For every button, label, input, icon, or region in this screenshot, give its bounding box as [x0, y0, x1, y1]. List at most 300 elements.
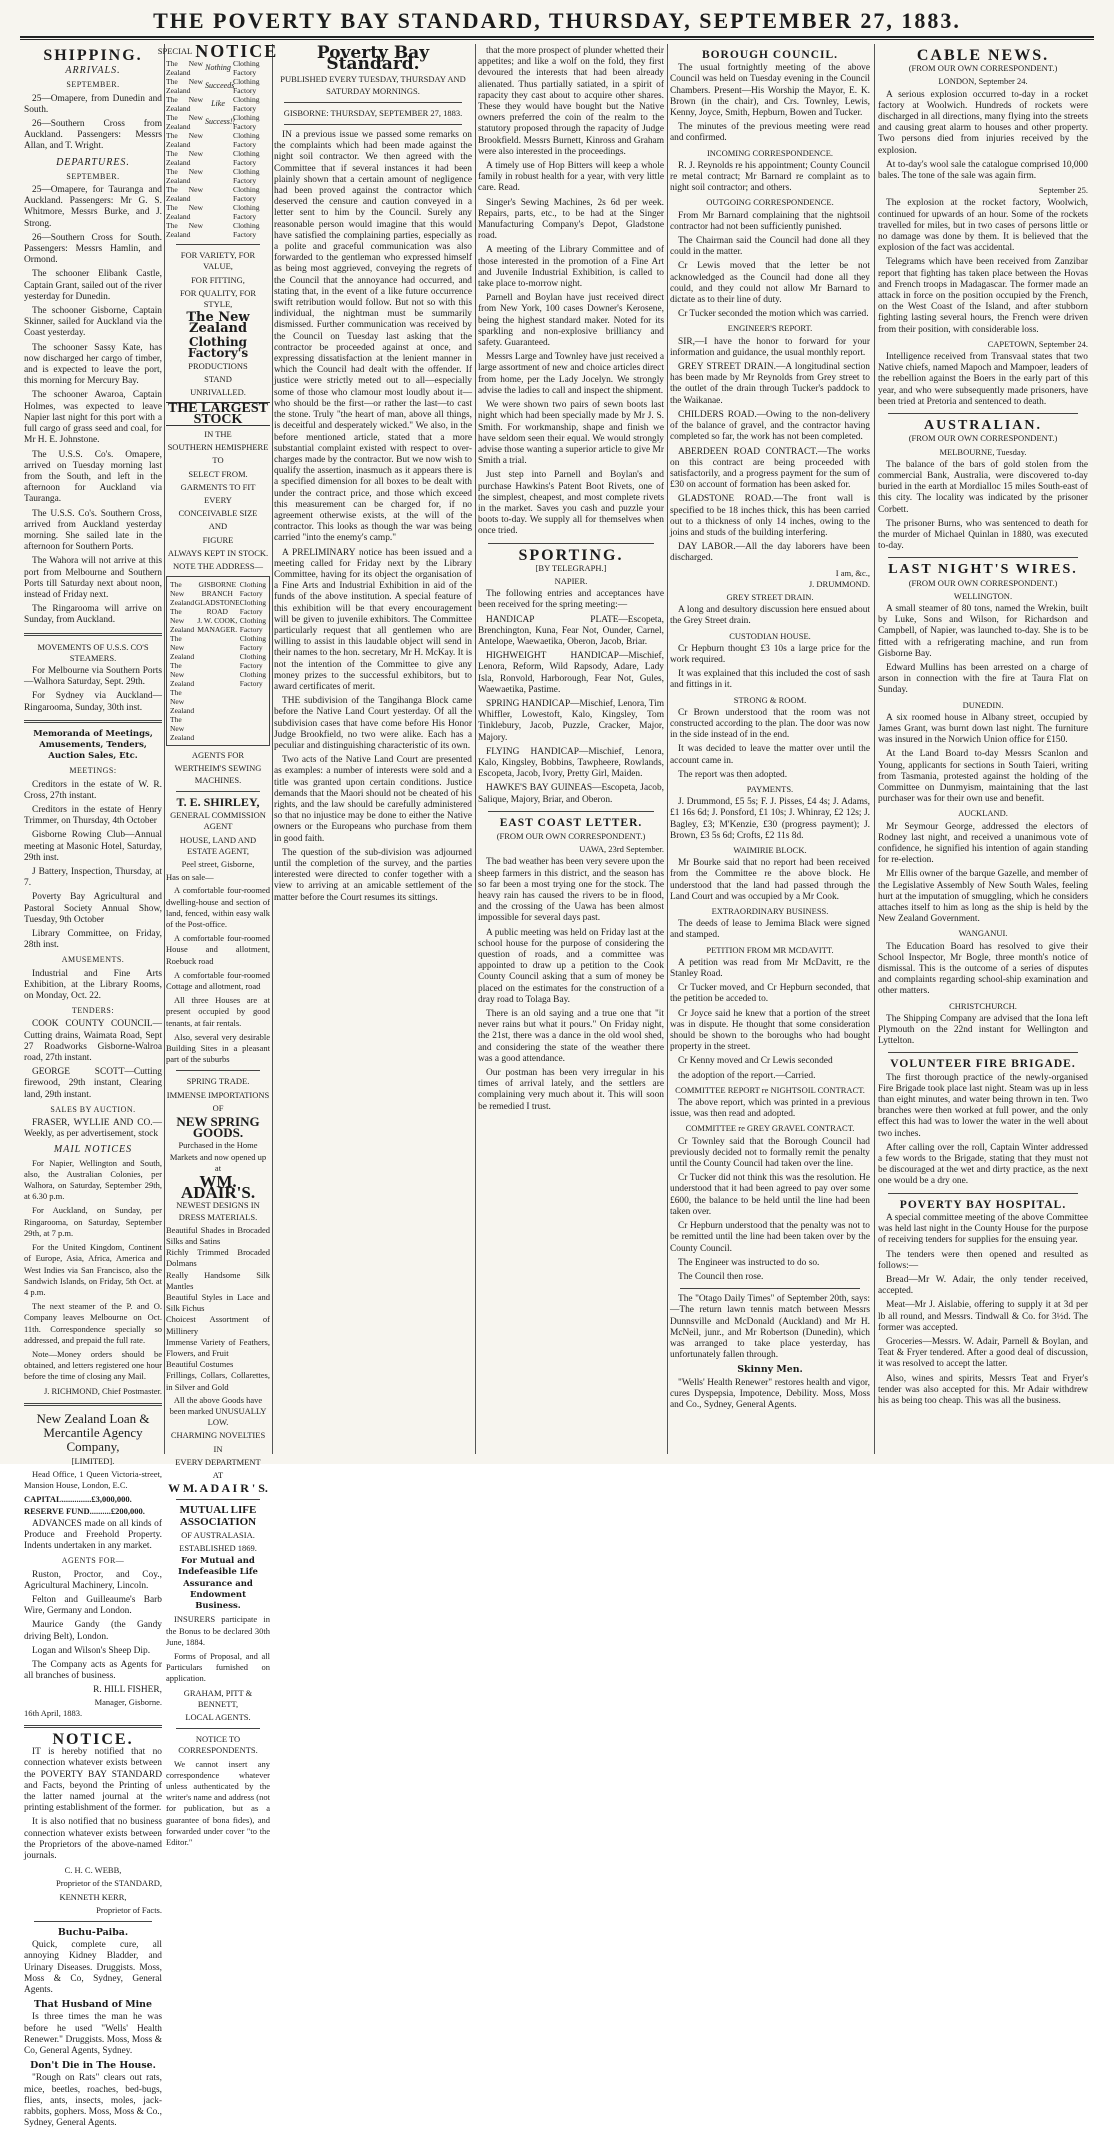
hospital-paragraph: The tenders were then opened and resulted as follows:—	[878, 1249, 1088, 1271]
cable-paragraph: A serious explosion occurred to-day in a rocket factory at Woolwich. Hundreds of rockets were discharged in all directions, many flying into the streets and causing great alarm to houses and other property. Two persons died from injuries received by the explosion.	[878, 89, 1088, 156]
column-shipping	[24, 44, 162, 2129]
skinny-men-heading: Skinny Men.	[737, 1364, 803, 1376]
wire-paragraph: A small steamer of 80 tons, named the Wrekin, built by Luke, Sons and Wilson, for Richardson and Campbell, of Napier, was launched to-day. She is to be fitted with a refrigerating machine, and run from Gisborne Bay.	[878, 603, 1088, 659]
ad-line: IN THE	[204, 429, 232, 440]
adair-name: WM. ADAIR'S.	[180, 1171, 256, 1203]
column-rule	[475, 44, 476, 1454]
sale-item: A comfortable four-roomed dwelling-house and section of land, fenced, within easy walk of the Post-office.	[166, 885, 270, 929]
wire-paragraph: A six roomed house in Albany street, occupied by James Grant, was burnt down last night. The furniture was insured in the Norwich Union office for £150.	[878, 712, 1088, 746]
council-paragraph: The minutes of the previous meeting were read and confirmed.	[670, 122, 870, 144]
stack-mid-word: Success!!	[205, 117, 236, 127]
news-paragraph: We were shown two pairs of sewn boots last night which had been specially made by Mr J. S. Smith. For workmanship, shape and finish we have seldom seen their equal. We would strongly advise those wanting a superior article to give Mr Smith a trial.	[478, 400, 664, 467]
stack-mid-word: Like	[211, 99, 225, 109]
mail-entry: For Auckland, on Sunday, per Ringarooma, on Saturday, September 29th, at 7 p.m.	[24, 1205, 162, 1238]
council-paragraph: Cr Hepburn understood that the penalty was not to be remitted until the line had been taken over by the County Council.	[670, 1221, 870, 1254]
address-line: BRANCH	[201, 589, 233, 599]
cable-paragraph: The explosion at the rocket factory, Woolwich, continued for upwards of an hour. Some of the rockets travelled for miles, but in two cases of persons little or no damage was done by them. It is believed that the explosion of the fact was accidental.	[878, 198, 1088, 254]
editorial-paragraph: A PRELIMINARY notice has been issued and a meeting called for Friday next by the Library Committee, having for its object the organisation of a Fine Arts and Industrial Exhibition in aid of the funds of the above institution. A special feature of this exhibition will be that every encouragement will be given to juvenile exhibitors. The Committee particularly request that all gentlemen who are willing to assist in this laudable object will send in their names to the hon. secretary, Mr H. McKay. It is not the intention of the Committee to give any money prizes to the successful exhibitors, but to award certificates of merit.	[274, 547, 472, 692]
ad-line: WERTHEIM'S SEWING MACHINES.	[174, 763, 262, 785]
stack-right-line: Clothing Factory	[233, 167, 260, 186]
council-paragraph: It was decided to leave the matter over until the account came in.	[670, 744, 870, 766]
sale-item: All three Houses are at present occupied by good tenants, at fair rentals.	[166, 995, 270, 1028]
ad-line: FOR QUALITY, FOR STYLE,	[179, 287, 257, 310]
news-paragraph: Singer's Sewing Machines, 2s 6d per week. Repairs, parts, etc., to be had at the Singer Manufacturing Company's Depot, Gladstone road.	[478, 197, 664, 242]
address-line: The New Zealand	[170, 715, 195, 743]
ad-brand: The New Zealand	[186, 310, 250, 337]
ad-line: TO	[212, 455, 224, 466]
shipping-note: The Wahora will not arrive at this port from Melbourne and Southern Ports till Saturday next about noon, instead of Friday next.	[24, 556, 162, 600]
dress-item: Richly Trimmed Brocaded Dolmans	[166, 1247, 270, 1269]
council-subheading: CUSTODIAN HOUSE.	[729, 630, 811, 641]
news-paragraph: Just step into Parnell and Boylan's and purchase Hawkins's Patent Boot Rivets, one of the simplest, cheapest, and most complete rivets in the market. Saves you cash and puzzle your boots to-day. We supply all for themselves when once tried.	[478, 470, 664, 537]
dont-die-text: "Rough on Rats" clears out rats, mice, beetles, roaches, bed-bugs, flies, ants, insects, moles, jack-rabbits, gophers. Moss, Moss & Co., Sydney, General Agents.	[24, 2073, 162, 2129]
divider	[488, 543, 654, 544]
nzloan-office: Head Office, 1 Queen Victoria-street, Mansion House, London, E.C.	[24, 1468, 162, 1491]
ad-line: GARMENTS TO FIT	[180, 481, 256, 492]
east-coast-heading: EAST COAST LETTER.	[499, 816, 643, 829]
ad-address-box	[166, 576, 270, 746]
kerr-role: Proprietor of Facts.	[96, 1904, 162, 1915]
ad-line: HOUSE, LAND AND ESTATE AGENT,	[179, 834, 257, 856]
council-paragraph: the adoption of the report.—Carried.	[678, 1070, 816, 1081]
stack-middle	[205, 59, 236, 239]
council-paragraph: SIR,—I have the honor to forward for your information and guidance, the usual monthly report.	[670, 336, 870, 358]
arrival-entry: 26—Southern Cross from Auckland. Passengers: Messrs Allan, and T. Wright.	[24, 119, 162, 152]
council-paragraph: The above report, which was printed in a previous issue, was then read and adopted.	[670, 1098, 870, 1120]
address-line: The New Zealand	[170, 661, 195, 689]
issue-date: GISBORNE: THURSDAY, SEPTEMBER 27, 1883.	[283, 107, 463, 118]
correspondent-note: (FROM OUR OWN CORRESPONDENT.)	[908, 63, 1058, 74]
sporting-entry: SPRING HANDICAP—Mischief, Lenora, Tim Whiffler, Lowestoft, Kalo, Kingsley, Tom Tinklebury, Jacob, Puzzle, Cracker, Major, Majory.	[478, 698, 664, 743]
sporting-entry: HAWKE'S BAY GUINEAS—Escopeta, Jacob, Salique, Majory, Briar, and Oberon.	[478, 783, 664, 805]
husband-text: Is three times the man he was before he used "Wells' Health Renewer." Druggists. Moss, Moss & Co, General Agents, Sydney.	[24, 2012, 162, 2057]
stack-right-line: Clothing Factory	[233, 95, 260, 114]
address-line: The New Zealand	[170, 580, 195, 608]
telegraph-note: [BY TELEGRAPH.]	[535, 562, 607, 573]
address-line: Clothing Factory	[239, 652, 266, 671]
council-paragraph: The Chairman said the Council had done all they could in the matter.	[670, 236, 870, 258]
council-paragraph: Cr Joyce said he knew that a portion of the street was in dispute. He thought that some consideration should be shown to the boroughs who had bought property in the street.	[670, 1008, 870, 1053]
hospital-paragraph: A special committee meeting of the above Committee was held last night in the County House for the purpose of receiving tenders for supplies for the ensuing year.	[878, 1212, 1088, 1246]
stack-left-line: The New Zealand	[166, 203, 203, 222]
stack-left-line: The New Zealand	[166, 59, 203, 78]
stack-left-line: The New Zealand	[166, 185, 203, 204]
east-coast-paragraph: There is an old saying and a true one that "it never rains but what it pours." On Friday night, the 21st, there was a dance in the old wool shed, and considering the state of the weather there was a good attendance.	[478, 1009, 664, 1064]
correspondent-note: (FROM OUR OWN CORRESPONDENT.)	[908, 433, 1058, 444]
masthead	[0, 0, 1114, 40]
divider	[34, 1921, 152, 1922]
column-cable-news	[878, 44, 1088, 1454]
stack-mid-word: Succeeds	[205, 81, 235, 91]
column-rule	[164, 44, 165, 1454]
mail-entry: For Napier, Wellington and South, also, the Australian Colonies, per Walhora, on Saturday, September 29th, at 6.30 p.m.	[24, 1157, 162, 1202]
column-news	[478, 44, 664, 1454]
editorial-paragraph: The question of the sub-division was adjourned until the completion of the survey, and the parties interested were directed to confer together with a view to arriving at an amicable settlement of the matter before the Court resumes its sittings.	[274, 847, 472, 903]
stack-left-line: The New Zealand	[166, 95, 203, 114]
news-paragraph: Messrs Large and Townley have just received a large assortment of new and choice articles direct from home, per the Lady Jocelyn. We strongly advise the ladies to call and inspect the shipment.	[478, 352, 664, 396]
column-editorial	[274, 44, 472, 1454]
shipping-note: The schooner Awaroa, Captain Holmes, was expected to leave Napier last night for this port with a full cargo of grass seed and coal, for Mr H. E. Johnstone.	[24, 390, 162, 446]
divider	[176, 244, 260, 245]
tender-entry: COOK COUNTY COUNCIL—Cutting drains, Waimata Road, Sept 27 Roadworks Gisborne-Walroa road, 27th instant.	[24, 1019, 162, 1064]
cable-paragraph: Telegrams which have been received from Zanzibar report that fighting has taken place between the Hovas and French troops in Madagascar. The former made an attack in force on the position occupied by the French, on the West Coast of the Island, and after stubborn fighting lasting several hours, the French were driven from their position, with considerable loss.	[878, 257, 1088, 335]
news-paragraph: The "Otago Daily Times" of September 20th, says:—The return lawn tennis match between Messrs Dunnsville and McDonald (Auckland) and Mr H. McNeil, junr., and Mr Robertson (Dunedin), which was arranged to take place yesterday, has unfortunately fallen through.	[670, 1294, 870, 1361]
meeting-entry: Creditors in the estate of Henry Trimmer, on Thursday, 4th October	[24, 804, 162, 827]
council-paragraph: Cr Lewis moved that the letter be not acknowledged as the Council had done all they could, and they could not allow Mr Barnard to dictate as to their line of duty.	[670, 261, 870, 306]
sporting-entry: HIGHWEIGHT HANDICAP—Mischief, Lenora, Reform, Wild Rapsody, Adare, Lady Isla, Ronvold, Harborough, Fear Not, Gules, Waewaetika, Pastime.	[478, 651, 664, 695]
wire-paragraph: Mr Seymour George, addressed the electors of Rodney last night, and received a unanimous vote of confidence, he signified his intention of again standing for re-election.	[878, 821, 1088, 866]
meeting-entry: Poverty Bay Agricultural and Pastoral Society Annual Show, Tuesday, 9th October	[24, 892, 162, 925]
cable-paragraph: At to-day's wool sale the catalogue comprised 10,000 bales. The tone of the sale was again firm.	[878, 159, 1088, 182]
address-line: J. W. COOK,	[197, 616, 238, 626]
mutual-life-title: MUTUAL LIFE ASSOCIATION	[179, 1504, 257, 1528]
ad-address-label: NOTE THE ADDRESS—	[172, 561, 264, 572]
memoranda-heading: Memoranda of Meetings, Amusements, Tenders, Auction Sales, Etc.	[33, 728, 153, 762]
council-paragraph: From Mr Barnard complaining that the nightsoil contractor had not been sufficiently punished.	[670, 210, 870, 232]
ad-line: NEWEST DESIGNS IN DRESS MATERIALS.	[176, 1200, 260, 1222]
council-paragraph: The Engineer was instructed to do so.	[678, 1257, 820, 1268]
kerr-name: KENNETH KERR,	[59, 1891, 127, 1902]
buchu-heading: Buchu-Paiba.	[57, 1927, 129, 1939]
address-line: The New Zealand	[170, 688, 195, 716]
shipping-note: The U.S.S. Co's. Southern Cross, arrived from Auckland yesterday morning. She sailed late in the afternoon for Southern Ports.	[24, 508, 162, 553]
adair-name: W M. A D A I R ' S.	[168, 1481, 268, 1496]
hospital-paragraph: Meat—Mr J. Aislabie, offering to supply it at 3d per lb all round, and Messrs. Tindwall & Co. for 3½d. The former was accepted.	[878, 1300, 1088, 1333]
ad-line: PRODUCTIONS	[188, 361, 248, 372]
dress-item: Beautiful Shades in Brocaded Silks and Satins	[166, 1224, 270, 1246]
stack-right	[233, 59, 270, 239]
sale-item: Also, several very desirable Building Sites in a pleasant part of the suburbs	[166, 1031, 270, 1065]
departures-heading: DEPARTURES.	[56, 156, 130, 168]
special-notice-banner	[157, 41, 279, 61]
column-borough-council	[670, 44, 870, 1454]
husband-heading: That Husband of Mine	[34, 1999, 152, 2011]
agent-entry: Ruston, Proctor, and Coy., Agricultural Machinery, Lincoln.	[24, 1569, 162, 1591]
sale-entry: FRASER, WYLLIE AND CO.—Weekly, as per advertisement, stock	[24, 1118, 162, 1140]
meeting-entry: Creditors in the estate of W. R. Cross, 27th instant.	[24, 779, 162, 801]
correspondent-note: (FROM OUR OWN CORRESPONDENT.)	[496, 831, 646, 841]
column-rule	[667, 44, 668, 1454]
address-line: ROAD	[206, 607, 228, 617]
divider	[888, 1193, 1078, 1194]
mail-entry: The next steamer of the P. and O. Company leaves Melbourne on Oct. 11th. Correspondence specially so addressed, and prepaid the full rate.	[24, 1301, 162, 1345]
ad-line: AT	[212, 1470, 224, 1481]
sale-item: A comfortable four-roomed House and allotment, Roebuck road	[166, 933, 270, 966]
tender-entry: GEORGE SCOTT—Cutting firewood, 29th instant, Clearing land, 29th instant.	[24, 1067, 162, 1100]
nzloan-title: New Zealand Loan & Mercantile Agency Company,	[36, 1410, 150, 1454]
correspondents-text: We cannot insert any correspondence whatever unless authenticated by the writer's name and address (not for publication, but as a guarantee of bona fides), and forwarded under cover "to the Editor."	[166, 1758, 270, 1847]
divider	[24, 633, 162, 636]
cable-news-heading: CABLE NEWS.	[916, 47, 1050, 64]
ad-line: SPRING TRADE.	[186, 1076, 250, 1087]
council-paragraph: It was explained that this included the cost of sash and fittings in it.	[670, 669, 870, 691]
sporting-entry: HANDICAP PLATE—Escopeta, Brenchington, Kuna, Fear Not, Ounder, Carnel, Antelope, Waewaetika, Oberon, Jacob, Briar.	[478, 614, 664, 647]
signoff: I am, &c.,	[835, 567, 870, 578]
city-heading: WANGANUI.	[958, 928, 1008, 939]
stack-right-line: Clothing Factory	[233, 59, 260, 78]
council-subheading: EXTRAORDINARY BUSINESS.	[711, 906, 829, 917]
cable-paragraph: The prisoner Burns, who was sentenced to death for the murder of Michael Quinlan in 1880, was executed to-day.	[878, 518, 1088, 552]
last-nights-wires-heading: LAST NIGHT'S WIRES.	[888, 562, 1078, 578]
shirley-name: T. E. SHIRLEY,	[176, 794, 260, 809]
dateline: CAPETOWN, September 24.	[987, 338, 1088, 349]
webb-name: C. H. C. WEBB,	[64, 1865, 122, 1876]
stack-right-line: Clothing Factory	[233, 149, 260, 168]
address-line: Clothing Factory	[239, 670, 266, 689]
stack-mid-word: Nothing	[205, 63, 231, 73]
council-subheading: PETITION FROM MR MCDAVITT.	[706, 944, 834, 955]
council-paragraph: A long and desultory discussion here ensued about the Grey Street drain.	[670, 605, 870, 627]
buchu-text: Quick, complete cure, all annoying Kidney Bladder, and Urinary Diseases. Druggists. Moss, Moss & Co, Sydney, General Agents.	[24, 1940, 162, 1996]
movements-heading: MOVEMENTS OF U.S.S. CO'S STEAMERS.	[37, 641, 149, 663]
australian-heading: AUSTRALIAN.	[923, 418, 1043, 434]
amusements-heading: AMUSEMENTS.	[61, 955, 125, 965]
month-label: SEPTEMBER.	[66, 171, 120, 181]
shipping-note: The schooner Elibank Castle, Captain Grant, sailed out of the river yesterday for Dunedin.	[24, 269, 162, 302]
council-subheading: STRONG & ROOM.	[733, 694, 807, 705]
news-paragraph: that the more prospect of plunder whetted their appetites; and like a wolf on the fold, they first devoured the interests that had been already alienated. Thus partially satiated, in a spirit of rapacity they cast about to acquire other shares. These they would have bought but the Native owners preferred the coin of the realm to the statutory proposed through the rapacity of Judge Brookfield. Messrs Burnett, Kinross and Graham were also interested in the proceedings.	[478, 46, 664, 157]
city-heading: CHRISTCHURCH.	[949, 1000, 1017, 1011]
correspondent-note: (FROM OUR OWN CORRESPONDENT.)	[908, 577, 1058, 588]
council-paragraph: Cr Hepburn thought £3 10s a large price for the work required.	[670, 643, 870, 665]
napier-heading: NAPIER.	[554, 575, 588, 586]
new-spring-goods: NEW SPRING GOODS.	[176, 1113, 260, 1141]
news-paragraph: Parnell and Boylan have just received direct from New York, 100 cases Downer's Kerosene, being the highest standard maker. Noted for its sparkling and non-explosive brilliancy and safety. Guaranteed.	[478, 293, 664, 349]
council-paragraph: ABERDEEN ROAD CONTRACT.—The works on this contract are being proceeded with satisfactorily, and a progress payment for the sum of £30 on account of formation has been asked for.	[670, 446, 870, 491]
stack-right-line: Clothing Factory	[233, 185, 260, 204]
council-subheading: OUTGOING CORRESPONDENCE.	[706, 197, 834, 208]
nzloan-reserve: RESERVE FUND..........£200,000.	[24, 1505, 145, 1516]
column-rule	[874, 44, 875, 1454]
mail-entry: Note—Money orders should be obtained, and letters registered one hour before the time of closing any Mail.	[24, 1348, 162, 1382]
ad-line: Peel street, Gisborne,	[181, 858, 255, 869]
council-paragraph: DAY LABOR.—All the day laborers have been discharged.	[670, 542, 870, 564]
divider	[24, 1725, 162, 1728]
brigade-paragraph: After calling over the roll, Captain Winter addressed a few words to the Brigade, stating that they must not be discouraged at the wet and dirty practice, as the next one would be a dry one.	[878, 1142, 1088, 1187]
webb-role: Proprietor of the STANDARD,	[55, 1878, 162, 1889]
hospital-paragraph: Groceries—Messrs. W. Adair, Parnell & Boylan, and Teat & Fryer tendered. After a good deal of discussion, it was resolved to accept the latter.	[878, 1336, 1088, 1370]
agent-entry: Felton and Guilleaume's Barb Wire, Germany and London.	[24, 1594, 162, 1617]
wire-paragraph: The Shipping Company are advised that the Iona left Plymouth on the 22nd instant for Wellington and Lyttelton.	[878, 1013, 1088, 1047]
ad-line: CHARMING NOVELTIES	[170, 1430, 266, 1441]
paper-title: Poverty Bay Standard.	[316, 43, 430, 75]
divider	[888, 413, 1078, 414]
ad-line: OF	[212, 1102, 224, 1113]
council-paragraph: The usual fortnightly meeting of the above Council was held on Tuesday evening in the Council Chambers. Present—His Worship the Mayor, E. K. Brown (in the chair), and Crs. Townley, Lewis, Kenny, Joyce, Smith, Hepburn, Bowen and Tucker.	[670, 63, 870, 119]
ad-line: SELECT FROM.	[188, 468, 248, 479]
postmaster-signature: J. RICHMOND, Chief Postmaster.	[43, 1385, 162, 1396]
masthead-title: THE POVERTY BAY STANDARD, THURSDAY, SEPTEMBER 27, 1883.	[153, 8, 961, 33]
dateline: LONDON, September 24.	[938, 76, 1028, 87]
dress-item: Beautiful Costumes	[166, 1359, 234, 1370]
ad-line: IMMENSE IMPORTATIONS	[166, 1089, 270, 1100]
column-rule	[272, 44, 273, 1454]
agent-entry: Maurice Gandy (the Gandy driving Belt), London.	[24, 1620, 162, 1642]
dont-die-heading: Don't Die in The House.	[30, 2060, 156, 2072]
brigade-paragraph: The first thorough practice of the newly-organised Fire Brigade took place last night. Steam was up in less than eight minutes, and water being thrown in ten. Two branches were then worked at full power, and the only effect this had was to lower the water in the well about two inches.	[878, 1072, 1088, 1139]
agent-entry: Logan and Wilson's Sheep Dip.	[32, 1645, 151, 1656]
shipping-note: The U.S.S. Co's. Omapere, arrived on Tuesday morning last from the South, and left in the afternoon for Auckland via Tauranga.	[24, 449, 162, 505]
ad-line: SOUTHERN HEMISPHERE	[167, 442, 269, 453]
amusement-entry: Industrial and Fine Arts Exhibition, at the Library Rooms, on Monday, Oct. 22.	[24, 968, 162, 1002]
city-heading: AUCKLAND.	[958, 808, 1008, 819]
movement-entry: For Sydney via Auckland—Ringarooma, Sunday, 30th inst.	[24, 691, 162, 713]
address-line: Clothing Factory	[239, 616, 266, 635]
tenders-heading: TENDERS:	[71, 1006, 115, 1016]
sale-item: A comfortable four-roomed Cottage and allotment, road	[166, 969, 270, 991]
ad-line: AND	[208, 521, 228, 532]
hospital-paragraph: Bread—Mr W. Adair, the only tender received, accepted.	[878, 1274, 1088, 1297]
council-paragraph: J. Drummond, £5 5s; F. J. Pisses, £4 4s; J. Adams, £1 16s 6d; J. Ponsford, £1 10s; J. Whinray, £2 12s; J. Bagley, £3; M'Kenzie, £30 (progress payment); J. Brown, £3 5s 6d; Crofts, £2 11s 8d.	[670, 797, 870, 841]
special-label: SPECIAL	[157, 46, 193, 56]
ad-line: OF AUSTRALASIA.	[181, 1529, 255, 1540]
ad-line: GENERAL COMMISSION AGENT	[170, 810, 266, 832]
wire-paragraph: The Education Board has resolved to give their School Inspector, Mr Bogle, three month's notice of dismissal. This is the outcome of a series of disputes and complaints regarding school-ship examination and other matters.	[878, 941, 1088, 997]
editorial-paragraph: IN a previous issue we passed some remarks on the complaints which had been made against the night soil contractor. We then agreed with the Committee that if several instances it had been plainly shown that a certain amount of negligence had been proved against the contractor which deserved the censure and caution conveyed in a letter sent to him by the Council. Surely any reasonable person would imagine that this would have satisfied the complaining parties, especially as a polite and graceful communication was also forwarded to the gentleman who expressed himself as being most aggrieved, conveying the regrets of the Council that the annoyance had occurred, and stating that, in the event of a like future occurrence swift retribution would follow. But not so with this individual, the nightman must be summarily dismissed. Further communication was received by the Council on Tuesday last asking that the contractor be proceeded against at once, and expressing dissatisfaction at the lenient manner in which the Council had dealt with the offender. If justice were strictly meted out to all—especially some of those who clamour most loudly about it—who should be the first—or rather the last—to cast the stone. Truly "the heart of man, above all things, is deceitful and desperately wicked." We also, in the before mentioned article, stated that a more substantial complaint existed with respect to over-charges made by the contractor. But we now wish to qualify the assertion, inasmuch as it appears there is a specified dimension for all boxes to be dealt with under the contract price, and those which exceed this measurement can be charged for, if no agreement otherwise exists, at the will of the contractor. This looks as though the war was being carried "into the enemy's camp."	[274, 130, 472, 544]
east-coast-paragraph: Our postman has been very irregular in his times of arrival lately, and the settlers are complaining very much about it. This will soon be remedied I trust.	[478, 1068, 664, 1112]
shipping-heading: SHIPPING.	[43, 47, 143, 64]
cable-paragraph: The balance of the bars of gold stolen from the commercial Bank, Australia, were discovered to-day buried in the earth at Mordialloc 15 miles South-east of this city. The locality was indicated by the prisoner Corbett.	[878, 459, 1088, 515]
sporting-entry: The following entries and acceptances have been received for the spring meeting:—	[478, 589, 664, 611]
sporting-heading: SPORTING.	[518, 546, 624, 564]
nzloan-capital: CAPITAL..............£3,000,000.	[24, 1494, 132, 1505]
stack-left-line: The New Zealand	[166, 131, 203, 150]
dress-item: Immense Variety of Feathers, Flowers, and Fruit	[166, 1336, 270, 1359]
news-paragraph: A timely use of Hop Bitters will keep a whole family in robust health for a year, with very little care. Read.	[478, 161, 664, 194]
address-line: GLADSTONE	[194, 598, 240, 608]
council-paragraph: Cr Tucker seconded the motion which was carried.	[678, 309, 869, 320]
council-paragraph: R. J. Reynolds re his appointment; County Council re metal contract; Mr Barnard re complaint as to night soil contractor; and others.	[670, 160, 870, 194]
address-line: Clothing Factory	[239, 598, 266, 617]
council-paragraph: The Council then rose.	[678, 1271, 764, 1282]
month-label: SEPTEMBER.	[66, 80, 120, 90]
ad-line: CONCEIVABLE SIZE	[178, 508, 258, 519]
ad-line: AGENTS FOR	[191, 750, 245, 761]
east-coast-paragraph: A public meeting was held on Friday last at the school house for the purpose of considering the question of roads, and a committee was appointed to draw up a petition to the Cook County Council asking that a sum of money be placed on the estimates for the construction of a dray road to Tolaga Bay.	[478, 927, 664, 1005]
dress-item: Choicest Assortment of Millinery	[166, 1314, 270, 1336]
council-paragraph: Cr Tucker moved, and Cr Hepburn seconded, that the petition be acceded to.	[670, 983, 870, 1005]
divider	[24, 720, 162, 723]
ad-line: FOR FITTING,	[191, 274, 245, 285]
sales-heading: SALES BY AUCTION.	[50, 1104, 136, 1114]
wire-paragraph: Edward Mullins has been arrested on a charge of arson in connection with the fire at Taura Flat on Sunday.	[878, 662, 1088, 696]
cable-paragraph: Intelligence received from Transvaal states that two Native chiefs, named Mapoch and Mampoer, leaders of the rebellion against the Boers in the early part of this year, and who were subsequently made prisoners, have been tried at Pretoria and sentenced to death.	[878, 352, 1088, 407]
meeting-entry: Gisborne Rowing Club—Annual meeting at Masonic Hotel, Saturday, 29th inst.	[24, 830, 162, 863]
council-subheading: WAIMIRIE BLOCK.	[733, 845, 807, 855]
council-subheading: COMMITTEE REPORT re NIGHTSOIL CONTRACT.	[675, 1084, 865, 1095]
divider	[888, 1052, 1078, 1053]
fisher-date: 16th April, 1883.	[24, 1707, 83, 1718]
council-subheading: COMMITTEE re GREY GRAVEL CONTRACT.	[685, 1123, 855, 1134]
divider	[888, 557, 1078, 558]
council-subheading: GREY STREET DRAIN.	[726, 591, 814, 602]
ad-line: For Mutual and Indefeasible Life Assurance and Endowment Business.	[178, 1556, 258, 1612]
council-subheading: PAYMENTS.	[746, 783, 794, 794]
ad-line: ALWAYS KEPT IN STOCK.	[167, 547, 269, 558]
ad-line: Purchased in the Home Markets and now opened up at	[169, 1140, 267, 1173]
ad-brand: Clothing Factory's	[187, 334, 249, 360]
mail-entry: For the United Kingdom, Continent of Europe, Asia, Africa, America and West Indies via San Francisco, also the Sandwich Islands, on Friday, 5th Oct. at 4 p.m.	[24, 1242, 162, 1297]
address-line: The New Zealand	[170, 634, 195, 662]
mail-heading: MAIL NOTICES	[53, 1144, 133, 1156]
wire-paragraph: At the Land Board to-day Messrs Scanlon and Young, applicants for sections in South Taieri, writing from Tasmania, protested against the holding of the Committee on Dunmyism, maintaining that the last purchaser was for their own use and benefit.	[878, 749, 1088, 805]
address-line: GISBORNE	[198, 580, 237, 590]
wire-paragraph: Mr Ellis owner of the barque Gazelle, and member of the Legislative Assembly of New South Wales, feeling hurt at the imputation of smuggling, which he considers attaches itself to him as long as the ship is held by the New Zealand Government.	[878, 869, 1088, 925]
fire-brigade-heading: VOLUNTEER FIRE BRIGADE.	[890, 1058, 1076, 1071]
council-paragraph: Cr Kenny moved and Cr Lewis seconded	[678, 1056, 833, 1067]
skinny-men-text: "Wells' Health Renewer" restores health and vigor, cures Dyspepsia, Impotence, Debility. Moss, Moss and Co., Sydney, General Agents.	[670, 1377, 870, 1410]
hospital-paragraph: Also, wines and spirits, Messrs Teat and Fryer's tender was also accepted for this. Mr Adair withdrew his as being too cheap. This was all the business.	[878, 1373, 1088, 1406]
stack-left-line: The New Zealand	[166, 149, 203, 168]
council-subheading: INCOMING CORRESPONDENCE.	[706, 147, 834, 158]
address-left	[170, 580, 195, 742]
council-paragraph: GREY STREET DRAIN.—A longitudinal section has been made by Mr Reynolds from Grey street to the outlet of the drain through Tucker's paddock to the Waikanae.	[670, 362, 870, 406]
stack-left	[166, 59, 203, 239]
address-right	[240, 580, 266, 742]
sporting-entry: FLYING HANDICAP—Mischief, Lenora, Kalo, Kingsley, Bobbins, Tawpheere, Rowlands, Escopeta, Jacob, Ivory, Pretty Girl, Maiden.	[478, 746, 664, 780]
stack-left-line: The New Zealand	[166, 113, 203, 132]
news-paragraph: A meeting of the Library Committee and of those interested in the promotion of a Fine Art and Juvenile Industrial Exhibition, is called to take place to-morrow night.	[478, 245, 664, 290]
departure-entry: 25—Omapere, for Tauranga and Auckland. Passengers: Mr G. S. Whitmore, Messrs Burke, and J. Strong.	[24, 185, 162, 229]
agent-entry: The Company acts as Agents for all branches of business.	[24, 1659, 162, 1682]
ad-line: UNRIVALLED.	[190, 387, 246, 398]
editorial-paragraph: THE subdivision of the Tangihanga Block came before the Native Land Court yesterday. Of all the subdivision cases that have come before His Honor Judge Brookfield, no two were alike. Each has a peculiar and distinguishing characteristic of its own.	[274, 696, 472, 751]
borough-council-heading: BOROUGH COUNCIL.	[701, 49, 839, 61]
arrival-entry: 25—Omapere, from Dunedin and South.	[24, 93, 162, 115]
ad-line: LOCAL AGENTS.	[185, 1711, 251, 1722]
editorial-paragraph: Two acts of the Native Land Court are presented as examples: a number of interests were sold and a title was granted upon certain conditions. Justice demands that the Maori should not be cheated of his rights, and the law should be carefully administered so that no injustice may be done to either the Native owners or the Europeans who purchase from them in good faith.	[274, 755, 472, 844]
divider	[176, 1070, 260, 1071]
stack-right-line: Clothing Factory	[233, 113, 260, 132]
council-paragraph: Mr Bourke said that no report had been received from the Committee re the above block. He understood that the land had passed through the Land Court and was occupied by a Mr Cook.	[670, 858, 870, 902]
council-paragraph: The deeds of lease to Jemima Black were signed and stamped.	[670, 919, 870, 941]
ad-line: ESTABLISHED 1869.	[179, 1543, 257, 1554]
address-line: The New Zealand	[170, 607, 195, 635]
council-paragraph: CHILDERS ROAD.—Owing to the non-delivery of the balance of gravel, and the contractor having completed so far, the work has not been completed.	[670, 409, 870, 443]
masthead-rule	[20, 36, 1094, 40]
dateline: September 25.	[1038, 185, 1088, 196]
departure-entry: 26—Southern Cross for South. Passengers: Messrs Hamlin, and Ormond.	[24, 232, 162, 266]
ad-line: IN	[213, 1443, 223, 1454]
city-heading: WELLINGTON.	[953, 590, 1013, 601]
divider	[176, 791, 260, 792]
nzloan-limited: [LIMITED].	[71, 1455, 115, 1466]
stack-left-line: The New Zealand	[166, 77, 203, 96]
address-line: Clothing Factory	[239, 634, 266, 653]
council-paragraph: The report was then adopted.	[678, 769, 788, 780]
ad-line: Has on sale—	[166, 872, 214, 883]
fisher-role: Manager, Gisborne.	[94, 1696, 162, 1707]
ad-line: EVERY DEPARTMENT	[175, 1456, 261, 1467]
east-coast-paragraph: The bad weather has been very severe upon the sheep farmers in this district, and the season has so far been a most trying one for the stock. The heavy rain has caused the rivers to be in flood, and the crossing of the Uawa has been almost impossible for several days past.	[478, 857, 664, 924]
council-paragraph: Cr Townley said that the Borough Council had previously decided not to formally remit the penalty until the County Council had taken over the line.	[670, 1136, 870, 1170]
stack-left-line: The New Zealand	[166, 167, 203, 186]
divider	[680, 1288, 860, 1289]
dateline: UAWA, 23rd September.	[579, 844, 664, 855]
ad-line: GRAHAM, PITT & BENNETT,	[183, 1687, 253, 1709]
publication-note: PUBLISHED EVERY TUESDAY, THURSDAY AND SATURDAY MORNINGS.	[280, 74, 466, 96]
dateline: MELBOURNE, Tuesday.	[939, 446, 1027, 457]
stack-right-line: Clothing Factory	[233, 77, 260, 96]
meetings-heading: MEETINGS:	[69, 766, 117, 776]
address-middle	[195, 580, 240, 742]
shipping-note: The schooner Gisborne, Captain Skinner, sailed for Auckland via the Coast yesterday.	[24, 306, 162, 339]
stack-left-line: The New Zealand	[166, 221, 203, 240]
divider	[284, 124, 462, 125]
meeting-entry: J Battery, Inspection, Thursday, at 7.	[24, 867, 162, 889]
council-paragraph: A petition was read from Mr McDavitt, re the Stanley Road.	[670, 957, 870, 980]
council-paragraph: Cr Tucker did not think this was the resolution. He understood that it had been agreed to pay over some £600, the balance to be held until the line had been taken over.	[670, 1173, 870, 1217]
